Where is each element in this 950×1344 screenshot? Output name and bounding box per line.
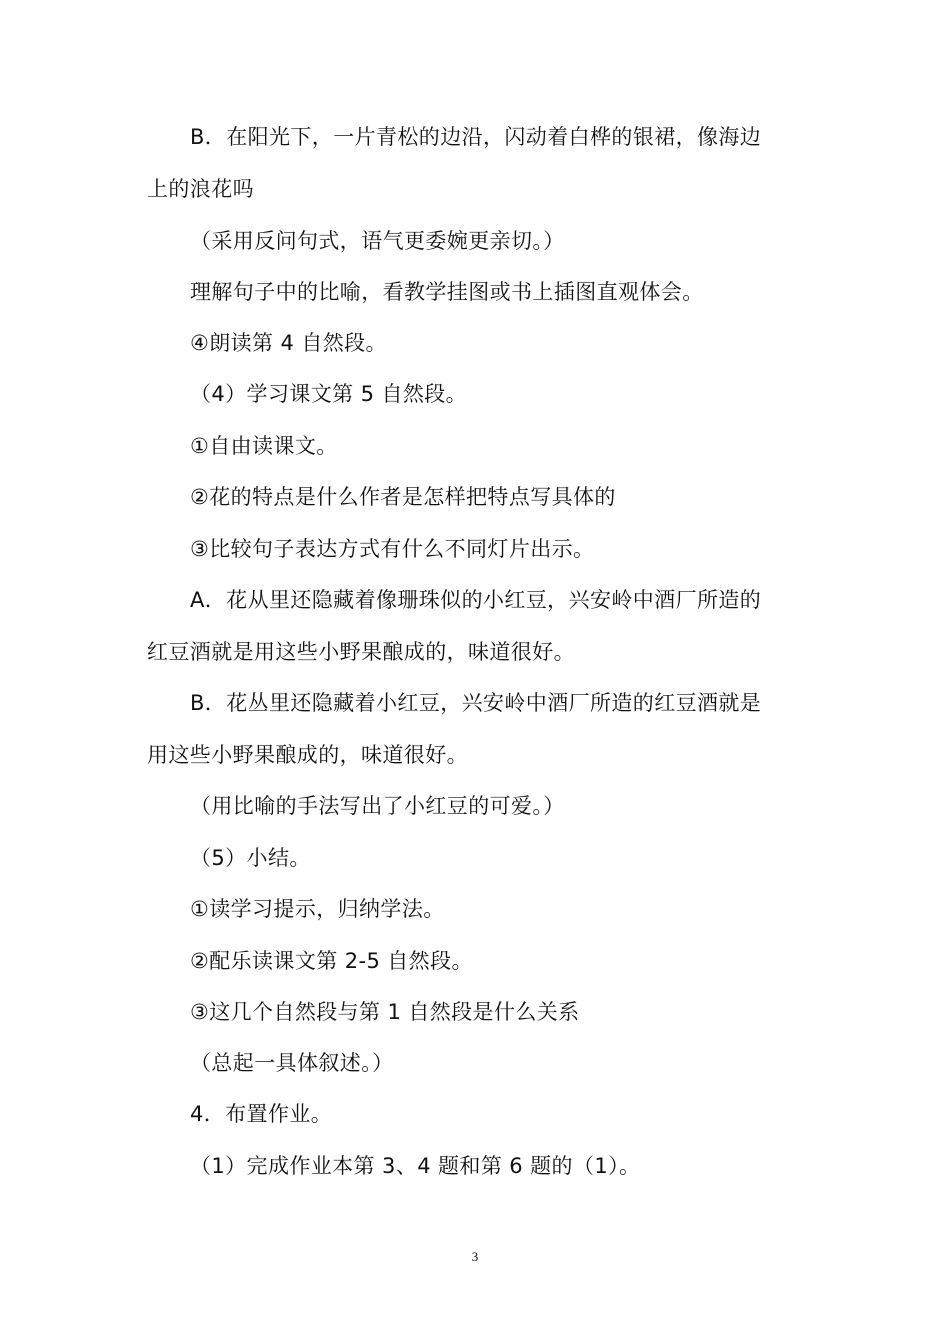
paragraph-line: （采用反问句式，语气更委婉更亲切。） [190,229,565,253]
paragraph-line: 4．布置作业。 [190,1102,333,1126]
paragraph-line: ④朗读第 4 自然段。 [190,331,387,355]
paragraph-line: （5）小结。 [190,846,311,870]
paragraph-line: ①自由读课文。 [190,434,338,458]
paragraph-line: ③这几个自然段与第 1 自然段是什么关系 [190,1000,580,1024]
paragraph-line: ①读学习提示，归纳学法。 [190,897,445,921]
paragraph-line: ②花的特点是什么作者是怎样把特点写具体的 [190,485,616,509]
paragraph-line: ②配乐读课文第 2-5 自然段。 [190,949,473,973]
paragraph-line: B．花丛里还隐藏着小红豆，兴安岭中酒厂所造的红豆酒就是 [190,691,762,715]
paragraph-line: 上的浪花吗 [147,177,254,201]
page-number: 3 [471,1249,479,1264]
paragraph-line: （4）学习课文第 5 自然段。 [190,382,468,406]
paragraph-line: B．在阳光下，一片青松的边沿，闪动着白桦的银裙，像海边 [190,125,762,149]
paragraph-line: ③比较句子表达方式有什么不同灯片出示。 [190,537,595,561]
paragraph-line: （1）完成作业本第 3、4 题和第 6 题的（1）。 [190,1154,641,1178]
paragraph-line: 用这些小野果酿成的，味道很好。 [147,743,468,767]
paragraph-line: A．花从里还隐藏着像珊珠似的小红豆，兴安岭中酒厂所造的 [190,588,762,612]
paragraph-line: 理解句子中的比喻，看教学挂图或书上插图直观体会。 [190,280,704,304]
paragraph-line: （用比喻的手法写出了小红豆的可爱。） [190,794,565,818]
paragraph-line: （总起一具体叙述。） [190,1051,394,1075]
paragraph-line: 红豆酒就是用这些小野果酿成的，味道很好。 [147,640,575,664]
